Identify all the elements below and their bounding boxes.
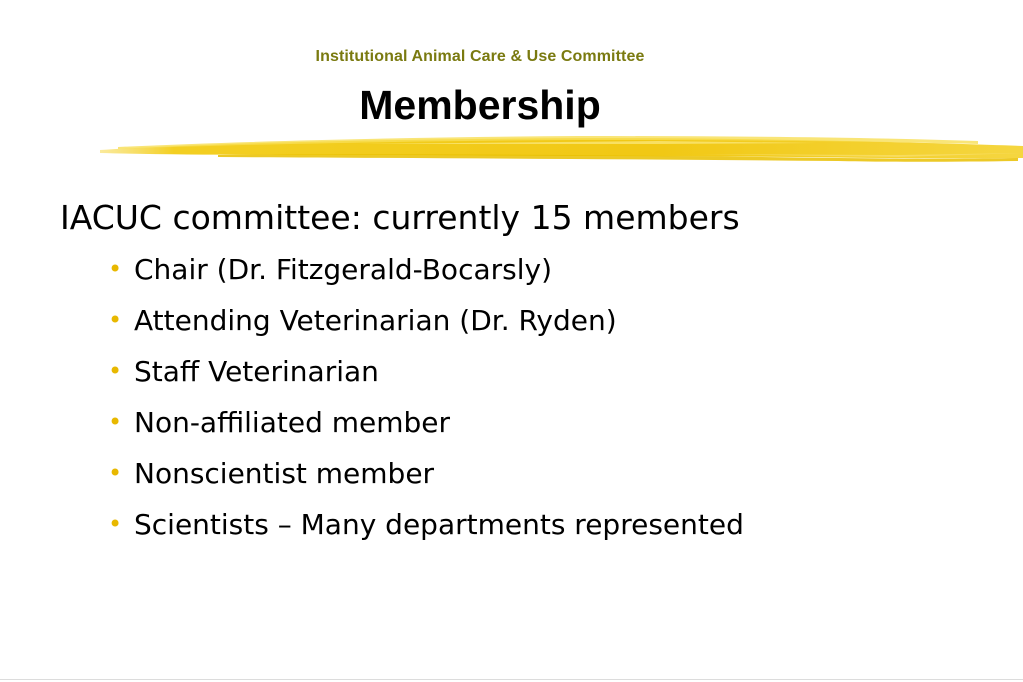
bullet-icon: • [108,255,123,283]
bullet-icon: • [108,459,123,487]
bullet-icon: • [108,510,123,538]
bullet-list [60,244,1000,550]
list-item-text: Attending Veterinarian (Dr. Ryden) [134,304,617,337]
list-item [106,499,1000,550]
slide-title: Membership [359,82,601,128]
bullet-icon: • [108,306,123,334]
list-item [106,244,1000,295]
list-item-text: Non-affiliated member [134,406,451,439]
main-point: IACUC committee: currently 15 members [60,198,740,237]
list-item [106,397,1000,448]
slide-subtitle: Institutional Animal Care & Use Committee [315,48,645,65]
bullet-icon: • [108,357,123,385]
yellow-brush-stroke-underline [98,128,1023,168]
slide-content [60,194,1000,550]
list-item [106,346,1000,397]
list-item-text: Staff Veterinarian [134,355,379,388]
list-item-text: Scientists – Many departments represented [134,508,744,541]
list-item [106,295,1000,346]
bullet-icon: • [108,408,123,436]
bottom-divider [0,679,1023,680]
list-item [106,448,1000,499]
list-item-text: Nonscientist member [134,457,435,490]
list-item-text: Chair (Dr. Fitzgerald-Bocarsly) [134,253,552,286]
